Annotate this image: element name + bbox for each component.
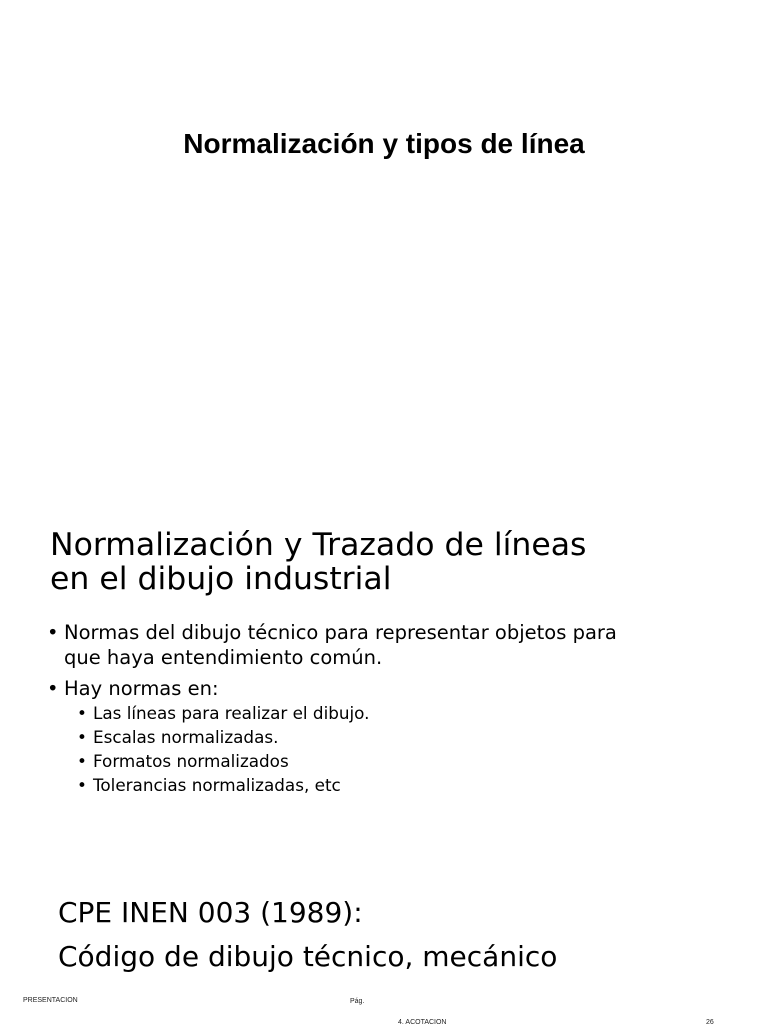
footer-chapter-label: 4. ACOTACION (398, 1019, 447, 1026)
sub-bullet-item (77, 773, 747, 797)
sub-bullet-item (77, 725, 747, 749)
bullet-text-line-2: que haya entendimiento común. (64, 646, 383, 669)
sub-bullet-item (77, 701, 747, 725)
bullet-dot-icon: • (77, 751, 87, 771)
sub-bullet-text: Escalas normalizadas. (93, 727, 279, 747)
bullet-dot-icon: • (47, 621, 59, 644)
bullet-item-normas (47, 620, 747, 670)
section-heading-line-2: en el dibujo industrial (50, 561, 392, 597)
sub-bullet-text: Formatos normalizados (93, 751, 289, 771)
sub-bullet-list (64, 701, 747, 797)
footer-page-number: 26 (706, 1019, 714, 1026)
standard-description: Código de dibujo técnico, mecánico (58, 940, 558, 973)
bullet-dot-icon: • (47, 677, 59, 700)
bullet-list (47, 620, 747, 803)
footer-section-label: PRESENTACION (23, 997, 78, 1004)
sub-bullet-item (77, 749, 747, 773)
sub-bullet-text: Tolerancias normalizadas, etc (93, 775, 341, 795)
page-title: Normalización y tipos de línea (183, 128, 585, 159)
bullet-item-hay-normas (47, 676, 747, 797)
section-heading (50, 528, 740, 596)
bullet-text: Hay normas en: (64, 677, 219, 700)
standard-code: CPE INEN 003 (1989): (58, 896, 363, 929)
bullet-dot-icon: • (77, 703, 87, 723)
bullet-text-line-1: Normas del dibujo técnico para representar objetos para (64, 621, 617, 644)
bullet-dot-icon: • (77, 727, 87, 747)
section-heading-line-1: Normalización y Trazado de líneas (50, 527, 587, 563)
footer-page-label: Pág. (350, 998, 365, 1005)
sub-bullet-text: Las líneas para realizar el dibujo. (93, 703, 370, 723)
bullet-dot-icon: • (77, 775, 87, 795)
